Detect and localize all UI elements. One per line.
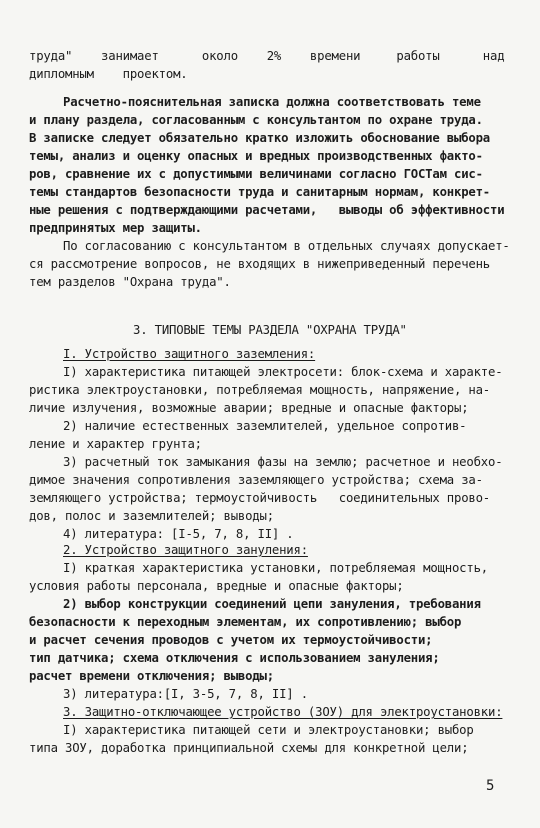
text-line: безопасности к переходным элементам, их сопротивлению; выбор: [29, 615, 462, 629]
text-line: Расчетно-пояснительная записка должна соответствовать теме: [63, 95, 481, 109]
text-line: личие излучения, возможные аварии; вредные и опасные факторы;: [29, 401, 469, 415]
text-line: типа ЗОУ, доработка принципиальной схемы для конкретной цели;: [29, 741, 469, 755]
text-line: и плану раздела, согласованным с консультантом по охране труда.: [29, 113, 483, 127]
text-line: димое значения сопротивления заземляющего устройства; схема за-: [29, 473, 483, 487]
text-line: 3) расчетный ток замыкания фазы на землю; расчетное и необхо-: [63, 455, 503, 469]
text-line: ление и характер грунта;: [29, 437, 202, 451]
topic-2-heading: 2. Устройство защитного зануления:: [63, 543, 308, 557]
text-line: тем разделов "Охрана труда".: [29, 275, 231, 289]
text-line: ристика электроустановки, потребляемая мощность, напряжение, на-: [29, 383, 491, 397]
text-line: темы стандартов безопасности труда и санитарным нормам, конкрет-: [29, 185, 491, 199]
text-line: темы, анализ и оценку опасных и вредных производственных факто-: [29, 149, 483, 163]
text-line: I) краткая характеристика установки, потребляемая мощность,: [63, 561, 488, 575]
topic-1-heading: I. Устройство защитного заземления:: [63, 347, 316, 361]
text-line: I) характеристика питающей сети и электроустановки; выбор: [63, 723, 474, 737]
text-line: 3) литература:[I, 3-5, 7, 8, II] .: [63, 687, 308, 701]
text-line: и расчет сечения проводов с учетом их термоустойчивости;: [29, 633, 433, 647]
text-line: дипломным проектом.: [29, 67, 188, 81]
text-line: 4) литература: [I-5, 7, 8, II] .: [63, 527, 294, 541]
text-line: В записке следует обязательно кратко изложить обоснование выбора: [29, 131, 491, 145]
text-line: труда" занимает около 2% времени работы над: [29, 49, 505, 63]
page-number: 5: [486, 778, 495, 794]
text-line: I) характеристика питающей электросети: блок-схема и характе-: [63, 365, 503, 379]
topic-3-heading: 3. Защитно-отключающее устройство (ЗОУ) для электроустановки:: [63, 705, 503, 719]
text-line: условия работы персонала, вредные и опасные факторы;: [29, 579, 404, 593]
text-line: предпринятых мер защиты.: [29, 221, 202, 235]
text-line: земляющего устройства; термоустойчивость соединительных прово-: [29, 491, 491, 505]
text-line: 2) наличие естественных заземлителей, удельное сопротив-: [63, 419, 467, 433]
text-line: тип датчика; схема отключения с использованием зануления;: [29, 651, 440, 665]
section-title: 3. ТИПОВЫЕ ТЕМЫ РАЗДЕЛА "ОХРАНА ТРУДА": [133, 323, 407, 337]
text-line: По согласованию с консультантом в отдельных случаях допускает-: [63, 239, 510, 253]
text-line: ные решения с подтверждающими расчетами, выводы об эффективности: [29, 203, 505, 217]
text-line: дов, полос и заземлителей; выводы;: [29, 509, 274, 523]
text-line: ся рассмотрение вопросов, не входящих в нижеприведенный перечень: [29, 257, 491, 271]
text-line: 2) выбор конструкции соединений цепи зануления, требования: [63, 597, 481, 611]
text-line: расчет времени отключения; выводы;: [29, 669, 274, 683]
text-line: ров, сравнение их с допустимыми величинами согласно ГОСТам сис-: [29, 167, 483, 181]
